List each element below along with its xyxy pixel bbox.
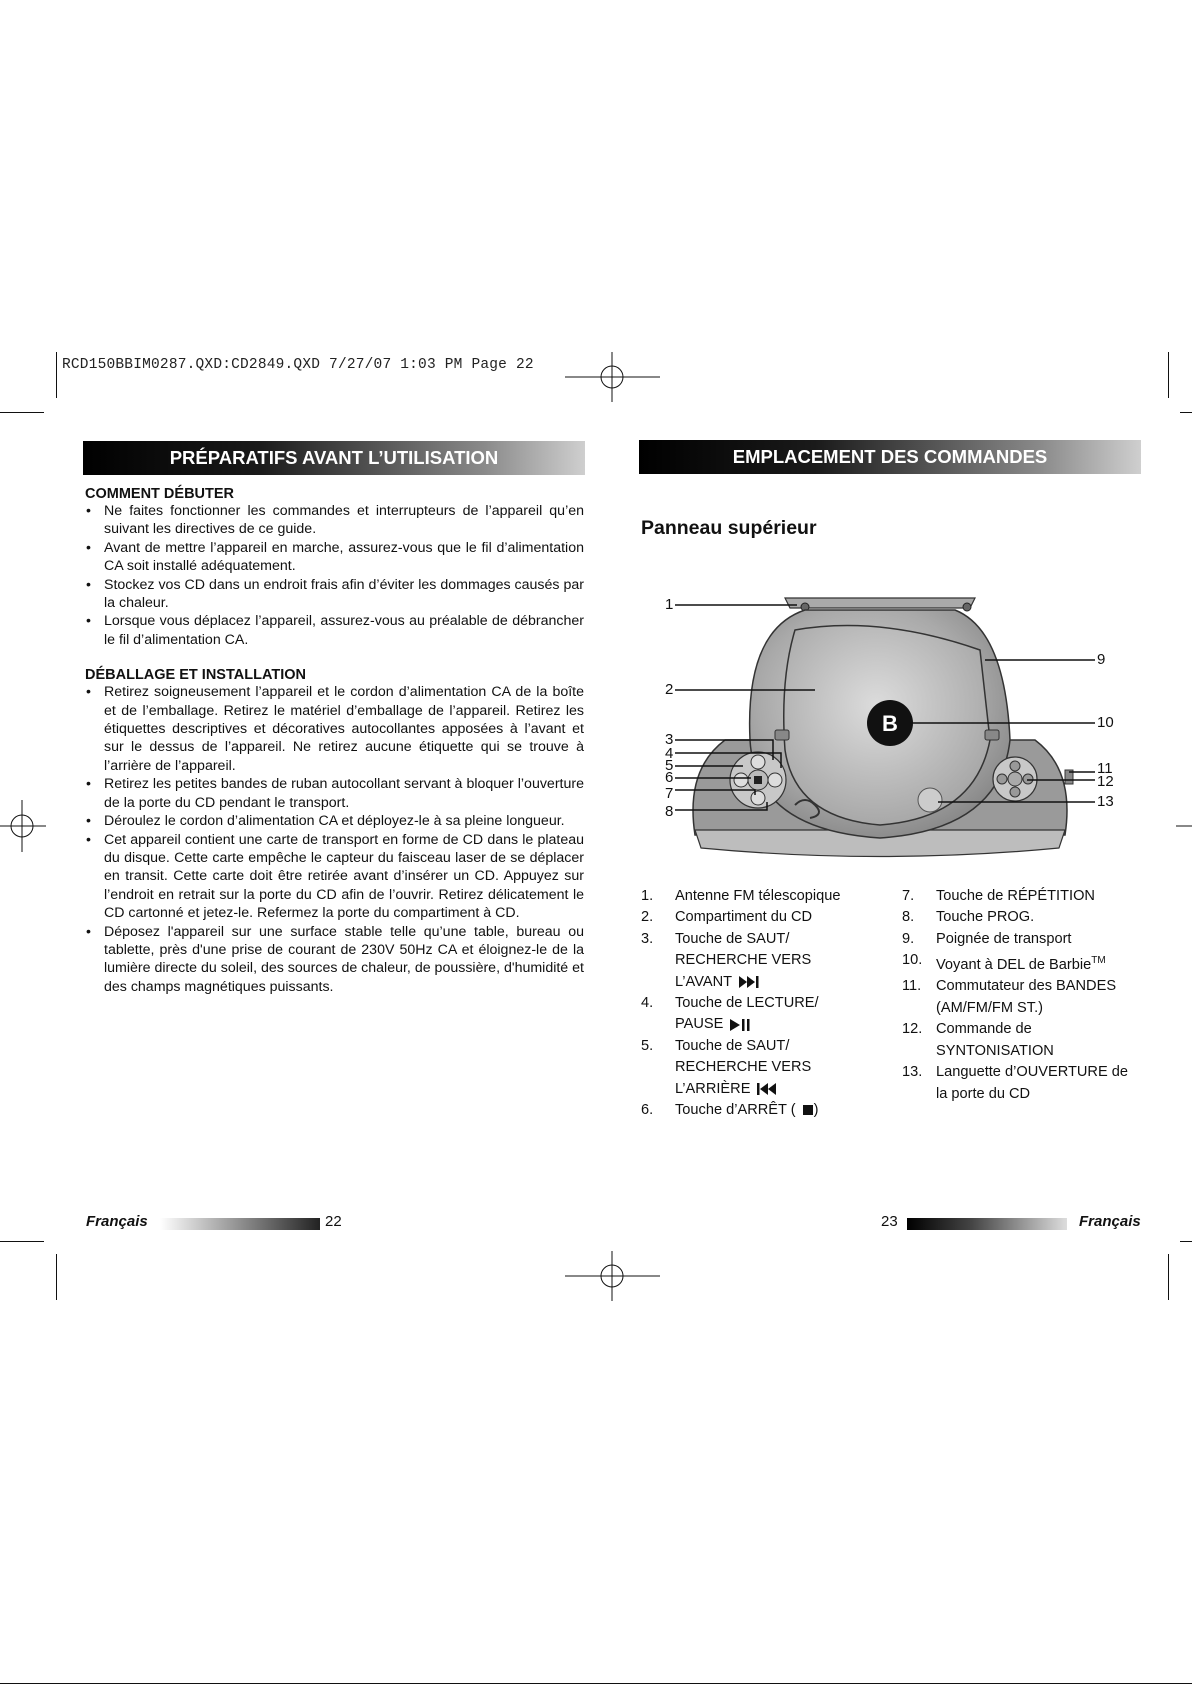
bullet: • (86, 923, 91, 940)
play-pause-icon (729, 1018, 751, 1032)
list-item (85, 539, 584, 576)
list-item (85, 812, 584, 830)
legend-line: Touche PROG. (936, 909, 1035, 926)
section-title-unpacking: DÉBALLAGE ET INSTALLATION (85, 667, 306, 684)
registration-mark-left (0, 800, 46, 852)
footer-language-left: Français (86, 1213, 148, 1230)
legend-item (902, 1019, 1147, 1062)
callout-3: 3 (665, 731, 674, 748)
list-item (85, 831, 584, 923)
page-number-right: 23 (881, 1213, 898, 1230)
legend-number: 2. (641, 909, 654, 926)
legend-text (936, 1019, 1147, 1062)
legend-item (902, 907, 1147, 928)
panel-title: Panneau supérieur (641, 517, 817, 539)
list-item (85, 683, 584, 775)
left-section-header: PRÉPARATIFS AVANT L’UTILISATION (83, 441, 585, 475)
skip-forward-icon (738, 975, 760, 989)
legend-line: la porte du CD (936, 1085, 1031, 1102)
footer-gradient-right (907, 1218, 1067, 1230)
legend-line: (AM/FM/FM ST.) (936, 999, 1044, 1016)
callout-2: 2 (665, 681, 674, 698)
legend-line: Touche de RÉPÉTITION (936, 888, 1095, 904)
legend-text (936, 1062, 1147, 1105)
legend-text (936, 886, 1147, 907)
registration-mark-right (1176, 800, 1192, 852)
legend-text (675, 1036, 881, 1100)
legend-number: 5. (641, 1037, 654, 1054)
legend-number: 3. (641, 930, 654, 947)
bullet: • (86, 539, 91, 556)
list-item-text: Avant de mettre l’appareil en marche, assurez-vous que le fil d’alimentation CA soit installé adéquatement. (104, 539, 584, 575)
legend-item (641, 1036, 881, 1100)
legend-text (936, 976, 1147, 1019)
legend-number: 6. (641, 1102, 654, 1119)
legend-line: Compartiment du CD (675, 909, 813, 926)
list-item-text: Cet appareil contient une carte de transport en forme de CD dans le plateau du disque. Cette carte empêche le capteur du faisceau laser de se déplacer en transit. Cette carte doit être retirée avant d’insérer un CD. Appuyez sur l’endroit en retrait sur la porte du CD afin de l’ouvrir. Retirez délicatement le CD cartonné et jetez-le. Refermez la porte du compartiment à CD. (104, 831, 584, 922)
legend-line: Touche de SAUT/ (675, 930, 790, 947)
legend-line: Languette d’OUVERTURE de (936, 1064, 1128, 1081)
callout-8: 8 (665, 803, 674, 820)
legend-number: 13. (902, 1064, 923, 1081)
legend-number: 7. (902, 888, 915, 904)
legend-text (675, 929, 881, 993)
callout-13: 13 (1097, 793, 1114, 810)
bullet: • (86, 831, 91, 848)
legend-item (902, 950, 1147, 976)
list-item-text: Déroulez le cordon d’alimentation CA et déployez-le à sa pleine longueur. (104, 813, 565, 830)
registration-mark-bottom (565, 1251, 660, 1301)
legend-text (936, 907, 1147, 928)
bullet: • (86, 813, 91, 830)
list-item-text: Stockez vos CD dans un endroit frais afin d’éviter les dommages causés par la chaleur. (104, 576, 584, 612)
legend-item (641, 1100, 881, 1121)
callout-7: 7 (665, 785, 674, 802)
section-title-getting-started: COMMENT DÉBUTER (85, 486, 235, 502)
legend-number: 11. (902, 978, 922, 995)
legend-line: Antenne FM télescopique (675, 888, 841, 904)
legend-line: Touche de LECTURE/ (675, 995, 819, 1012)
right-section-header: EMPLACEMENT DES COMMANDES (639, 440, 1141, 474)
legend-column-2 (902, 886, 1147, 1105)
legend-line: L’AVANT (675, 973, 733, 990)
legend-number: 1. (641, 888, 654, 904)
legend-line: Commutateur des BANDES (936, 978, 1117, 995)
bullet: • (86, 684, 91, 701)
legend-text (936, 950, 1147, 976)
bullet: • (86, 576, 91, 593)
legend-text (675, 907, 881, 928)
callout-9: 9 (1097, 651, 1106, 668)
callout-labels (655, 590, 1125, 860)
legend-line: Touche d’ARRÊT ( (675, 1102, 796, 1119)
callout-12: 12 (1097, 773, 1114, 790)
legend-line: Voyant à DEL de Barbie (936, 957, 1092, 974)
footer-gradient-left (160, 1218, 320, 1230)
unpacking-list (85, 683, 584, 996)
svg-text:B: B (882, 711, 898, 736)
legend-text (936, 929, 1147, 950)
legend-line: RECHERCHE VERS (675, 1059, 812, 1076)
legend-line: L’ARRIÈRE (675, 1080, 751, 1097)
legend-item (902, 929, 1147, 950)
bullet: • (86, 503, 91, 519)
list-item (85, 923, 584, 997)
legend-number: 9. (902, 930, 915, 947)
legend-line: Poignée de transport (936, 930, 1072, 947)
legend-item (902, 886, 1147, 907)
list-item-text: Retirez soigneusement l’appareil et le cordon d’alimentation CA de la boîte et de l’emballage. Retirez le matériel d’emballage de l’appareil. Retirez les étiquettes descriptives et décoratives autocollantes apposées à l’avant et sur le dessus de l’appareil. Ne retirez aucune étiquette qui se trouve à l’arrière de l’appareil. (104, 684, 584, 774)
legend-item (641, 907, 881, 928)
bullet: • (86, 776, 91, 793)
skip-back-icon (756, 1082, 778, 1096)
legend-text (675, 1100, 881, 1121)
legend-item (641, 993, 881, 1036)
legend-column-1 (641, 886, 881, 1121)
list-item (85, 775, 584, 812)
legend-item (902, 1062, 1147, 1105)
getting-started-list (85, 502, 584, 649)
legend-suffix: ) (813, 1102, 819, 1119)
trademark-superscript: TM (1091, 955, 1106, 967)
list-item-text: Lorsque vous déplacez l’appareil, assurez-vous au préalable de débrancher le fil d’alimentation CA. (104, 613, 584, 648)
legend-item (641, 886, 881, 907)
legend-number: 4. (641, 995, 654, 1012)
list-item (85, 576, 584, 613)
left-content (85, 486, 584, 996)
callout-11: 11 (1097, 760, 1113, 777)
list-item-text: Déposez l'appareil sur une surface stable telle qu’une table, bureau ou tablette, près d'une prise de courant de 230V 50Hz CA et éloignez-le de la lumière directe du soleil, des sources de chaleur, de poussière, d'humidité et des champs magnétiques puissants. (104, 923, 584, 995)
print-slug: RCD150BBIM0287.QXD:CD2849.QXD 7/27/07 1:03 PM Page 22 (62, 357, 534, 373)
list-item (85, 502, 584, 539)
legend-number: 8. (902, 909, 915, 926)
callout-4: 4 (665, 745, 674, 762)
legend-line: PAUSE (675, 1016, 724, 1033)
callout-10: 10 (1097, 714, 1114, 731)
bullet: • (86, 613, 91, 630)
callout-6: 6 (665, 769, 674, 786)
list-item-text: Retirez les petites bandes de ruban autocollant servant à bloquer l’ouverture de la porte du CD pendant le transport. (104, 776, 584, 811)
legend-line: Touche de SAUT/ (675, 1037, 790, 1054)
legend-number: 12. (902, 1021, 923, 1038)
legend-line: SYNTONISATION (936, 1042, 1054, 1059)
list-item (85, 612, 584, 649)
footer-language-right: Français (1079, 1213, 1141, 1230)
callout-1: 1 (665, 596, 674, 613)
legend-line: RECHERCHE VERS (675, 952, 812, 969)
legend-text (675, 886, 881, 907)
legend-line: Commande de (936, 1021, 1032, 1038)
registration-mark-top (565, 352, 660, 402)
list-item-text: Ne faites fonctionner les commandes et interrupteurs de l’appareil qu’en suivant les directives de ce guide. (104, 503, 584, 538)
callout-5: 5 (665, 757, 674, 774)
legend-text (675, 993, 881, 1036)
legend-number: 10. (902, 952, 923, 969)
page-number-left: 22 (325, 1213, 342, 1230)
legend-item (641, 929, 881, 993)
legend-item (902, 976, 1147, 1019)
stop-icon (802, 1104, 814, 1116)
